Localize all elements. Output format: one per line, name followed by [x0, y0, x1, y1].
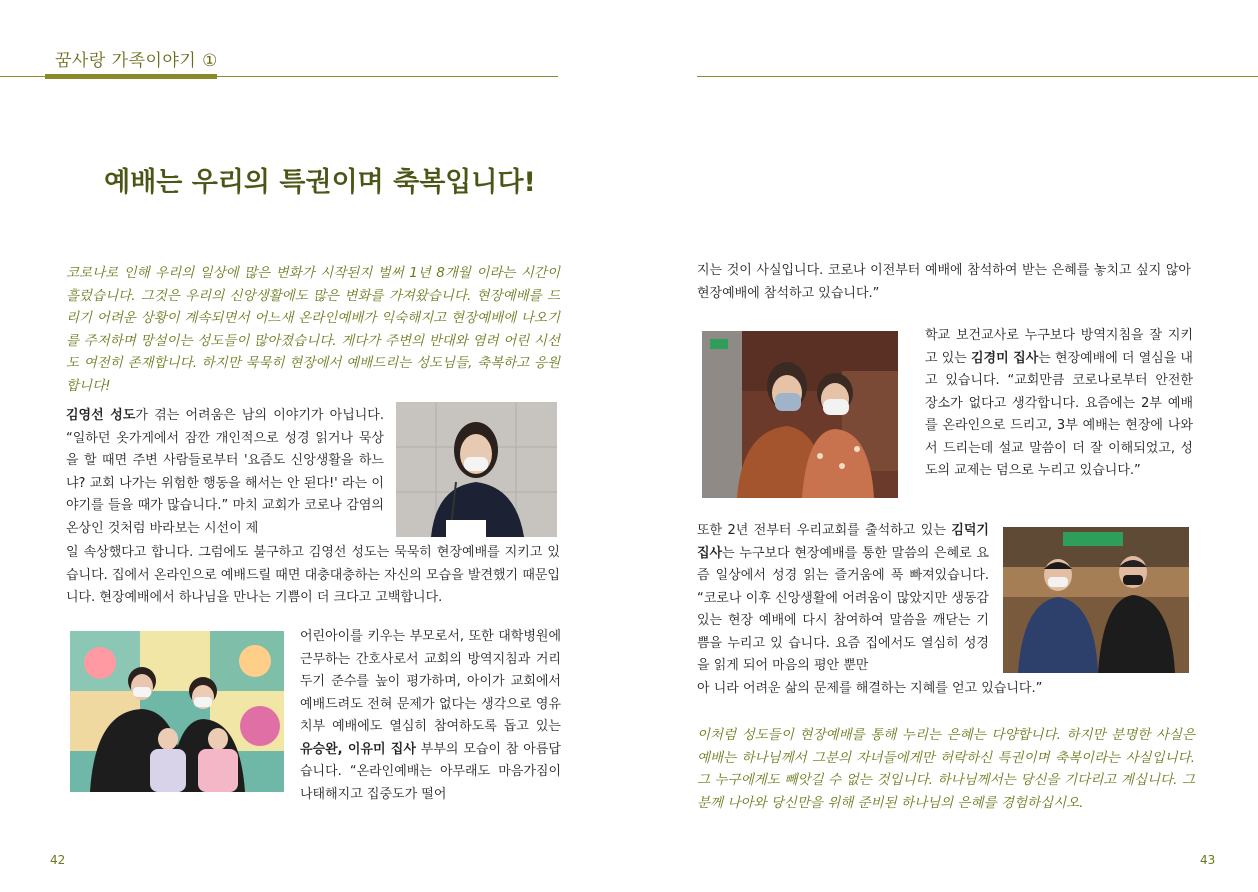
photo-two-men [1003, 527, 1189, 673]
story1-text-a: 가 겪는 어려움은 남의 이야기가 아닙니다. “일하던 옷가게에서 잠깐 개인적으로 성경 읽거나 묵상을 할 때면 주변 사람들로부터 '요즘도 신앙생활을 하느냐? 교회 나가는 위험한 행동을 해서는 안 된다!' 라는 이야기를 들을 때가 많습니다.” 마치 교회가 코로나 감염의 온상인 것처럼 바라보는 시선이 제 [66, 408, 384, 536]
story2-text-b: 부부의 모습이 참 아름답습니다. “온라인예배는 아무래도 마음가짐이 나태해지고 집중도가 떨어 [300, 741, 561, 802]
photo-woman-speaking [396, 402, 557, 537]
page-number-left: 42 [50, 853, 66, 867]
page-headline: 예배는 우리의 특권이며 축복입니다! [104, 167, 536, 198]
story3-text-a: 학교 보건교사로 누구보다 방역지침을 잘 지키고 있는 [925, 328, 1193, 366]
section-title: 꿈사랑 가족이야기 ① [55, 51, 218, 71]
header-rule-right [697, 76, 1258, 77]
story1-paragraph [66, 405, 384, 540]
story4-paragraph [697, 520, 989, 678]
intro-paragraph: 코로나로 인해 우리의 일상에 많은 변화가 시작된지 벌써 1년 8개월 이라는 시간이 흘렀습니다. 그것은 우리의 신앙생활에도 많은 변화를 가져왔습니다. 현장예배를 드리기 어려운 상황이 계속되면서 어느새 온라인예배가 익숙해지고 현장예배에 나오기를 주저하며 망설이는 성도들이 많아졌습니다. 게다가 주변의 반대와 염려 어린 시선도 여전히 존재합니다. 하지만 묵묵히 현장에서 예배드리는 성도님들, 축복하고 응원합니다! [66, 265, 560, 394]
story4-name: 김덕기 집사 [697, 523, 989, 561]
photo-two-women [702, 331, 898, 498]
story2-names: 유승완, 이유미 집사 [300, 741, 416, 757]
story2-text-a: 어린아이를 키우는 부모로서, 또한 대학병원에 근무하는 간호사로서 교회의 방역지침과 거리두기 준수를 높이 평가하며, 아이가 교회에서 예배드려도 전혀 문제가 없다는 생각으로 영유치부 예배에도 열심히 참여하도록 돕고 있는 [300, 629, 561, 734]
story1-continued: 일 속상했다고 합니다. 그럼에도 불구하고 김영선 성도는 묵묵히 현장예배를 지키고 있습니다. 집에서 온라인으로 예배드릴 때면 대충대충하는 자신의 모습을 발견했기 때문입니다. 현장예배에서 하나님을 만나는 기쁨이 더 크다고 고백합니다. [66, 545, 560, 605]
story2-continued: 지는 것이 사실입니다. 코로나 이전부터 예배에 참석하여 받는 은혜를 놓치고 싶지 않아 현장예배에 참석하고 있습니다.” [697, 263, 1191, 301]
story4-text-b: 는 누구보다 현장예배를 통한 말씀의 은혜로 요즘 일상에서 성경 읽는 즐거움에 푹 빠져있습니다. “코로나 이후 신앙생활에 어려움이 많았지만 생동감 있는 현장 예배에 다시 참여하여 말씀을 깨닫는 기쁨을 누리고 있 습니다. 요즘 집에서도 열심히 성경을 읽게 되어 마음의 평안 뿐만 [697, 545, 989, 673]
page-number-right: 43 [1200, 853, 1216, 867]
story4-text-a: 또한 2년 전부터 우리교회를 출석하고 있는 [697, 523, 952, 538]
story1-name: 김영선 성도 [66, 408, 136, 423]
photo-family [70, 631, 284, 792]
story3-text-b: 는 현장예배에 더 열심을 내고 있습니다. “교회만큼 코로나로부터 안전한 장소가 없다고 생각합니다. 요즘에는 2부 예배를 온라인으로 드리고, 3부 예배는 현장에 나와서 드리는데 설교 말씀이 더 잘 이해되었고, 성도의 교제는 덤으로 누리고 있습니다.” [925, 350, 1193, 478]
story4-continued: 아 니라 어려운 삶의 문제를 해결하는 지혜를 얻고 있습니다.” [697, 681, 1043, 696]
story2-paragraph [300, 626, 561, 806]
story3-name: 김경미 집사 [970, 350, 1039, 366]
story3-paragraph [925, 325, 1193, 483]
closing-paragraph: 이처럼 성도들이 현장예배를 통해 누리는 은혜는 다양합니다. 하지만 분명한 사실은 예배는 하나님께서 그분의 자녀들에게만 허락하신 특권이며 축복이라는 사실입니다. 그 누구에게도 빼앗길 수 없는 것입니다. 하나님께서는 당신을 기다리고 계십니다. 그분께 나아와 당신만을 위해 준비된 하나님의 은혜를 경험하십시오. [697, 727, 1195, 811]
header-accent-bar [45, 74, 217, 79]
